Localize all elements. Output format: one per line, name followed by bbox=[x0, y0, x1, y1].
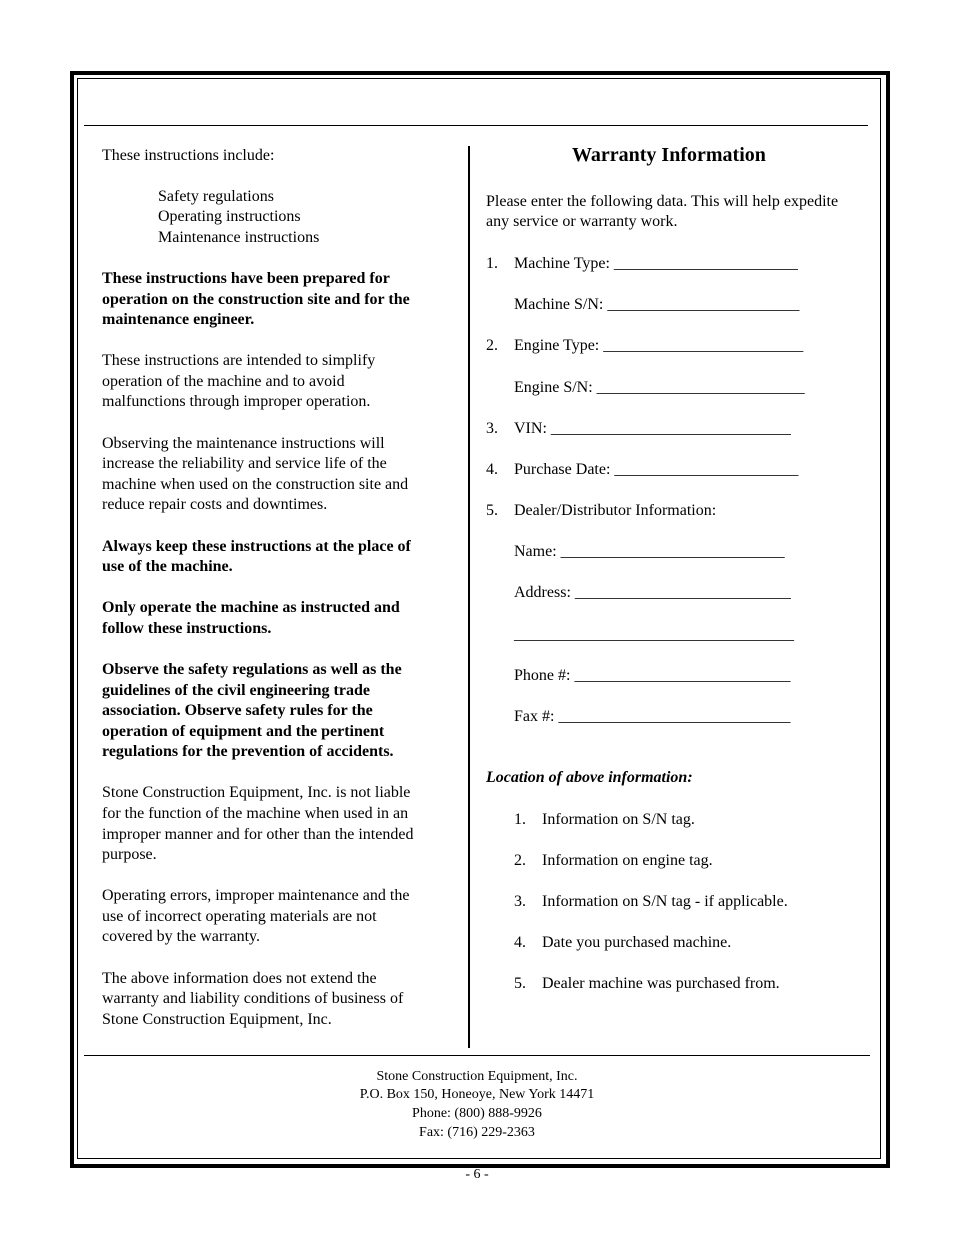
paragraph-line: Only operate the machine as instructed and bbox=[102, 599, 400, 616]
dealer-label: Dealer/Distributor Information: bbox=[514, 502, 717, 519]
footer-fax: Fax: (716) 229-2363 bbox=[419, 1125, 535, 1140]
paragraph-line: for the function of the machine when used in an bbox=[102, 805, 409, 822]
paragraph-line: Stone Construction Equipment, Inc. bbox=[102, 1011, 332, 1028]
page-number: - 6 - bbox=[465, 1167, 489, 1182]
paragraph-line: operation of the machine and to avoid bbox=[102, 373, 345, 390]
paragraph-line: regulations for the prevention of accidents. bbox=[102, 743, 394, 760]
paragraph-line: Stone Construction Equipment, Inc. is not liable bbox=[102, 784, 411, 801]
intro-line: any service or warranty work. bbox=[486, 213, 678, 230]
top-rule bbox=[84, 125, 868, 126]
machine-sn-field[interactable]: Machine S/N: ________________________ bbox=[514, 296, 800, 313]
paragraph-line: malfunctions through improper operation. bbox=[102, 393, 371, 410]
dealer-name-field[interactable]: Name: ____________________________ bbox=[514, 543, 785, 560]
paragraph-line: machine when used on the construction site and bbox=[102, 476, 409, 493]
field-number: 1. bbox=[486, 255, 498, 272]
paragraph-line: maintenance engineer. bbox=[102, 311, 255, 328]
paragraph-line: Observe the safety regulations as well as the bbox=[102, 661, 402, 678]
footer-company: Stone Construction Equipment, Inc. bbox=[376, 1069, 578, 1084]
field-number: 3. bbox=[486, 420, 498, 437]
intro-text: These instructions include: bbox=[102, 147, 275, 164]
purchase-date-field[interactable]: Purchase Date: _______________________ bbox=[514, 461, 799, 478]
location-number: 2. bbox=[514, 852, 526, 869]
location-item: Information on S/N tag. bbox=[542, 811, 695, 828]
location-item: Information on engine tag. bbox=[542, 852, 713, 869]
dealer-address-line2-field[interactable]: ___________________________________ bbox=[514, 626, 794, 643]
dealer-phone-field[interactable]: Phone #: ___________________________ bbox=[514, 667, 791, 684]
location-number: 5. bbox=[514, 975, 526, 992]
paragraph-line: improper manner and for other than the intended bbox=[102, 826, 414, 843]
engine-sn-field[interactable]: Engine S/N: __________________________ bbox=[514, 379, 805, 396]
engine-type-field[interactable]: Engine Type: _________________________ bbox=[514, 337, 804, 354]
location-item: Information on S/N tag - if applicable. bbox=[542, 893, 788, 910]
paragraph-line: These instructions are intended to simplify bbox=[102, 352, 376, 369]
field-number: 2. bbox=[486, 337, 498, 354]
location-number: 3. bbox=[514, 893, 526, 910]
paragraph-line: The above information does not extend the bbox=[102, 970, 377, 987]
paragraph-line: Always keep these instructions at the place of bbox=[102, 538, 411, 555]
paragraph-line: These instructions have been prepared for bbox=[102, 270, 390, 287]
intro-line: Please enter the following data. This will help expedite bbox=[486, 193, 839, 210]
machine-type-field[interactable]: Machine Type: _______________________ bbox=[514, 255, 798, 272]
paragraph-line: Operating errors, improper maintenance and the bbox=[102, 887, 410, 904]
paragraph-line: association. Observe safety rules for the bbox=[102, 702, 373, 719]
footer-address: P.O. Box 150, Honeoye, New York 14471 bbox=[359, 1087, 595, 1102]
location-item: Date you purchased machine. bbox=[542, 934, 732, 951]
paragraph-line: Observing the maintenance instructions will bbox=[102, 435, 385, 452]
paragraph-line: follow these instructions. bbox=[102, 620, 272, 637]
paragraph-line: warranty and liability conditions of business of bbox=[102, 990, 404, 1007]
footer-phone: Phone: (800) 888-9926 bbox=[412, 1106, 542, 1121]
location-item: Dealer machine was purchased from. bbox=[542, 975, 780, 992]
paragraph-line: covered by the warranty. bbox=[102, 928, 260, 945]
list-item: Operating instructions bbox=[158, 208, 301, 225]
paragraph-line: guidelines of the civil engineering trade bbox=[102, 682, 370, 699]
location-heading: Location of above information: bbox=[486, 769, 693, 786]
bottom-rule bbox=[84, 1055, 870, 1056]
column-divider bbox=[468, 146, 470, 1048]
paragraph-line: use of incorrect operating materials are not bbox=[102, 908, 377, 925]
dealer-address-field[interactable]: Address: ___________________________ bbox=[514, 584, 791, 601]
paragraph-line: operation on the construction site and for the bbox=[102, 291, 410, 308]
list-item: Safety regulations bbox=[158, 188, 274, 205]
location-number: 4. bbox=[514, 934, 526, 951]
dealer-fax-field[interactable]: Fax #: _____________________________ bbox=[514, 708, 791, 725]
paragraph-line: operation of equipment and the pertinent bbox=[102, 723, 385, 740]
paragraph-line: purpose. bbox=[102, 846, 157, 863]
vin-field[interactable]: VIN: ______________________________ bbox=[514, 420, 791, 437]
paragraph-line: increase the reliability and service life of the bbox=[102, 455, 387, 472]
paragraph-line: use of the machine. bbox=[102, 558, 233, 575]
list-item: Maintenance instructions bbox=[158, 229, 320, 246]
paragraph-line: reduce repair costs and downtimes. bbox=[102, 496, 328, 513]
warranty-title: Warranty Information bbox=[572, 144, 766, 166]
location-number: 1. bbox=[514, 811, 526, 828]
field-number: 5. bbox=[486, 502, 498, 519]
field-number: 4. bbox=[486, 461, 498, 478]
